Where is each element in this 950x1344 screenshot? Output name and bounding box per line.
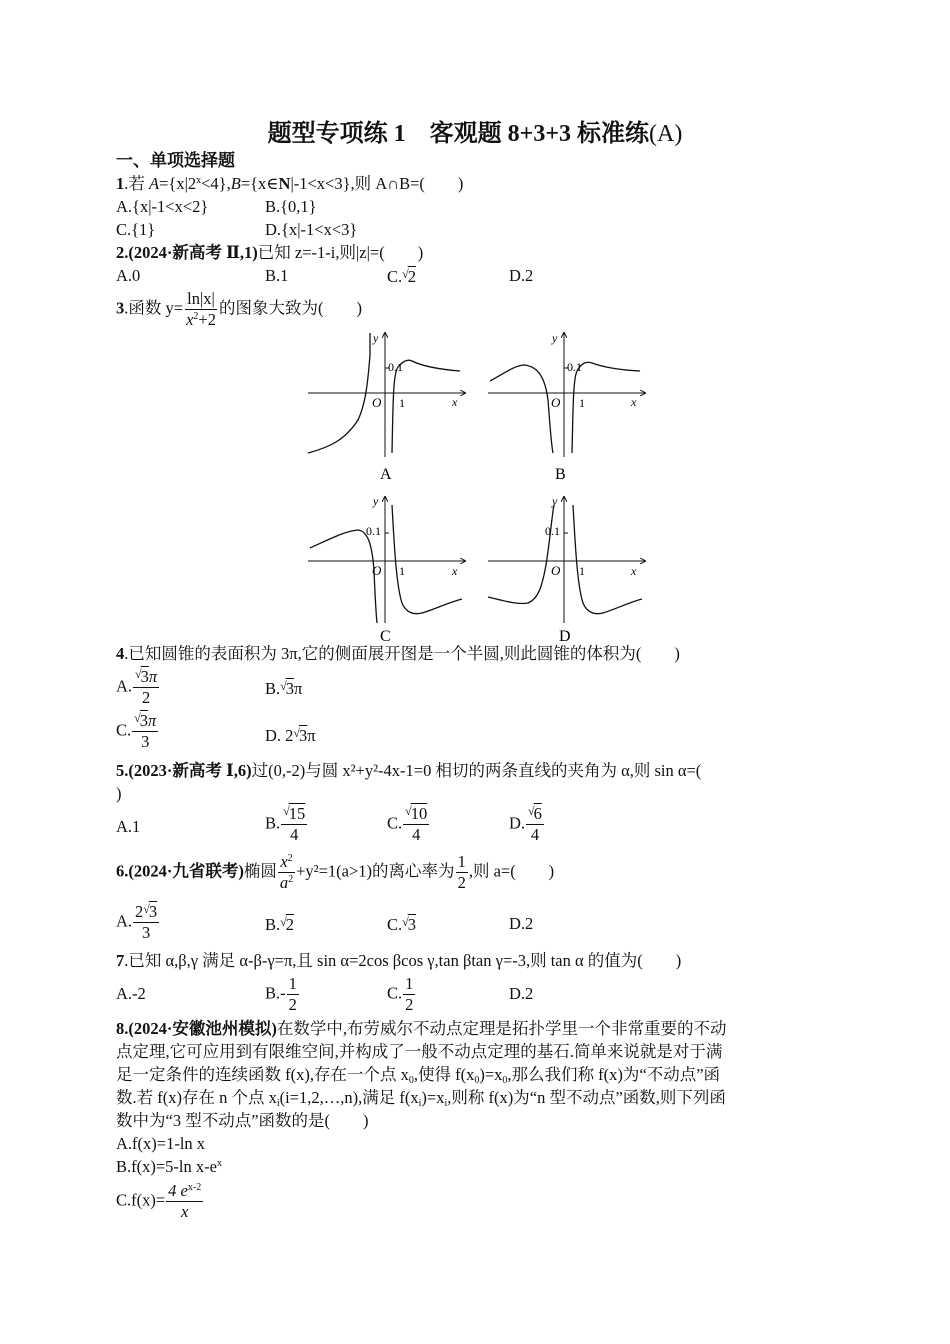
q1-option-b[interactable]: B.{0,1} [265, 197, 317, 216]
q4-option-b[interactable]: B.√3π [265, 679, 303, 698]
q2-option-b[interactable]: B.1 [265, 266, 289, 285]
q3-fraction: $\frac{\ln|x|}{x^2+2}$ [186, 289, 216, 330]
svg-text:x: x [452, 564, 458, 578]
question-5-stem-cont: ) [116, 784, 122, 803]
question-5-stem: 5.(2023·新高考 Ⅰ,6)过(0,-2)与圆 x²+y²-4x-1=0 相切的两条直线的夹角为 α,则 sin α=( [116, 761, 702, 780]
svg-text:y: y [552, 494, 558, 508]
svg-text:1: 1 [399, 396, 405, 410]
question-6-stem: 6.(2024·九省联考)椭圆 $\frac{x^2}{a^2}$ +y²=1(a>1)的离心率为 $\frac{1}{2}$ ,则 a=( ) [116, 852, 555, 893]
title-main: 题型专项练 1 客观题 8+3+3 标准练 [267, 121, 650, 147]
q6-option-c[interactable]: C.√3 [387, 915, 416, 934]
svg-text:0.1: 0.1 [567, 360, 582, 374]
q2-option-c[interactable]: C.√2 [387, 267, 416, 286]
question-8-line-3: 足一定条件的连续函数 f(x),存在一个点 $x_0$,使得 $f(x_0)=x_0$,那么我们称 f(x)为“不动点”函 [116, 1065, 721, 1086]
caption-a: A [380, 466, 392, 483]
q4-option-d[interactable]: D. 2√3π [265, 726, 316, 745]
question-2-stem: 2.(2024·新高考 Ⅱ,1)已知 z=-1-i,则|z|=( ) [116, 243, 424, 262]
q5-option-c[interactable]: C. $\frac{^√10}{4}$ [387, 804, 428, 845]
radical-icon: √ [402, 267, 409, 281]
q2-option-a[interactable]: A.0 [116, 266, 141, 285]
section-heading: 一、单项选择题 [116, 151, 235, 170]
graph-c[interactable] [308, 494, 465, 645]
q4-option-c[interactable]: C. $\frac{^√3\pi}{3}$ [116, 711, 157, 752]
svg-text:y: y [373, 331, 379, 345]
svg-text:O: O [372, 395, 382, 410]
svg-text:x: x [631, 395, 637, 409]
q7-option-d[interactable]: D.2 [509, 984, 534, 1003]
q5-source: .(2023·新高考 Ⅰ,6) [124, 761, 252, 780]
svg-text:O: O [551, 563, 561, 578]
question-8-line-1: 8.(2024·安徽池州模拟)在数学中,布劳威尔不动点定理是拓扑学里一个非常重要的不动 [116, 1019, 727, 1038]
svg-text:y: y [552, 331, 558, 345]
svg-text:O: O [372, 563, 382, 578]
q8-option-c[interactable]: C.f(x)= $\frac{4 e^{x-2}}{x}$ [116, 1181, 202, 1222]
q8-source: .(2024·安徽池州模拟) [124, 1019, 277, 1038]
question-4-stem: 4.已知圆锥的表面积为 3π,它的侧面展开图是一个半圆,则此圆锥的体积为( ) [116, 644, 680, 663]
q8-option-b[interactable]: B.f(x)=5-ln $x-e^x$ [116, 1157, 222, 1176]
svg-text:x: x [631, 564, 637, 578]
q1-option-a[interactable]: A.{x|-1<x<2} [116, 197, 209, 216]
q1-number: 1 [116, 174, 125, 193]
caption-c: C [380, 628, 391, 645]
svg-text:y: y [373, 494, 379, 508]
q8-option-a[interactable]: A.f(x)=1-ln x [116, 1134, 206, 1153]
question-7-stem: 7.已知 α,β,γ 满足 α-β-γ=π,且 sin α=2cos βcos γ,tan βtan γ=-3,则 tan α 的值为( ) [116, 951, 682, 970]
caption-d: D [559, 628, 571, 645]
page-title [0, 122, 950, 146]
q6-option-a[interactable]: A. $\frac{2^√3}{3}$ [116, 902, 158, 943]
q7-option-c[interactable]: C. $\frac{1}{2}$ [387, 974, 414, 1015]
svg-text:1: 1 [399, 564, 405, 578]
q4-option-a[interactable]: A. $\frac{^√3\pi}{2}$ [116, 667, 158, 708]
q2-option-d[interactable]: D.2 [509, 266, 534, 285]
question-1-stem: 1.若 $A=\{x|2^x<4\},B=\{x\in N|-1<x<3\}$,则 A∩B=( ) [116, 174, 464, 193]
title-variant: (A) [649, 121, 683, 147]
caption-b: B [555, 466, 566, 483]
question-3-stem: 3.函数 y= $\frac{\ln|x|}{x^2+2}$ 的图象大致为( ) [116, 289, 362, 330]
graph-d[interactable] [488, 494, 645, 645]
q2-source: .(2024·新高考 Ⅱ,1) [124, 243, 258, 262]
graph-b[interactable] [488, 331, 645, 483]
q1-option-d[interactable]: D.{x|-1<x<3} [265, 220, 358, 239]
svg-text:0.1: 0.1 [366, 524, 381, 538]
svg-text:1: 1 [579, 396, 585, 410]
q7-option-b[interactable]: B.- $\frac{1}{2}$ [265, 974, 297, 1015]
q5-option-d[interactable]: D. $\frac{^√6}{4}$ [509, 804, 542, 845]
q3-graphs [300, 325, 680, 645]
q5-option-a[interactable]: A.1 [116, 817, 141, 836]
svg-text:0.1: 0.1 [388, 360, 403, 374]
q1-option-c[interactable]: C.{1} [116, 220, 156, 239]
svg-text:0.1: 0.1 [545, 524, 560, 538]
graph-a[interactable] [308, 331, 465, 483]
q7-option-a[interactable]: A.-2 [116, 984, 146, 1003]
q5-option-b[interactable]: B. $\frac{^√15}{4}$ [265, 804, 306, 845]
q6-source: .(2024·九省联考) [124, 861, 244, 881]
q6-option-d[interactable]: D.2 [509, 914, 534, 933]
question-8-line-2: 点定理,它可应用到有限维空间,并构成了一般不动点定理的基石.简单来说就是对于满 [116, 1042, 723, 1061]
svg-text:O: O [551, 395, 561, 410]
svg-text:x: x [452, 395, 458, 409]
question-8-line-5: 数中为“3 型不动点”函数的是( ) [116, 1111, 369, 1130]
q6-option-b[interactable]: B.√2 [265, 915, 294, 934]
question-8-line-4: 数.若 f(x)存在 n 个点 $x_i(i=1,2,\dots,n)$,满足 $f(x_i)=x_i$,则称 f(x)为“n 型不动点”函数,则下列函 [116, 1088, 726, 1109]
svg-text:1: 1 [579, 564, 585, 578]
